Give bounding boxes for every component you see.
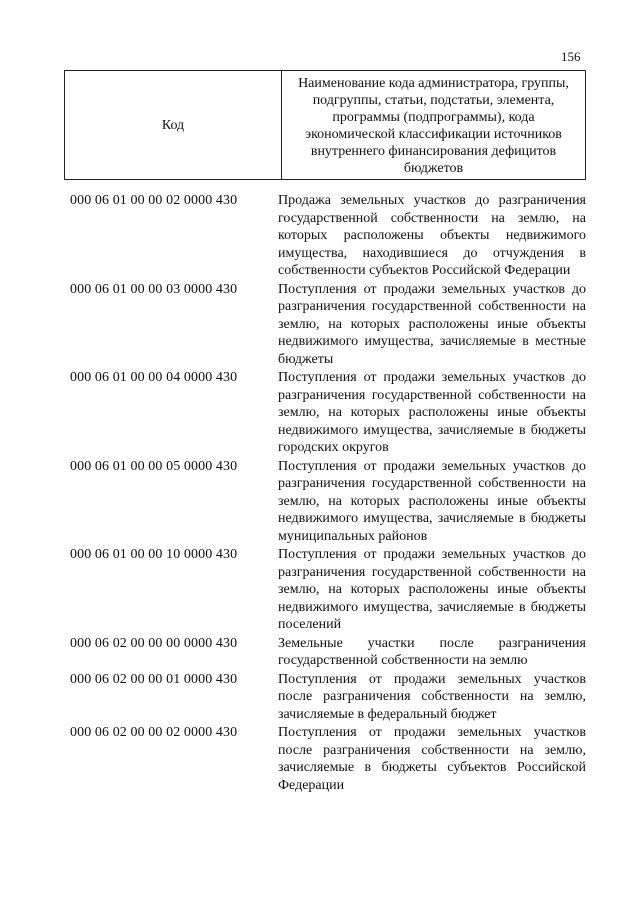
row-code: 000 06 01 00 00 10 0000 430	[70, 547, 238, 562]
name-column-header: Наименование кода администратора, группы, подгруппы, статьи, подстатьи, элемента, программы (подпрограммы), кода экономической классификации источников внутреннего финансирования дефицитов бюджетов	[282, 71, 586, 180]
row-description: Земельные участки после разграничения государственной собственности на землю	[278, 635, 586, 668]
row-description: Поступления от продажи земельных участков после разграничения собственности на землю, зачисляемые в бюджеты субъектов Российской Федерации	[278, 725, 586, 793]
list-item	[70, 458, 586, 546]
list-item	[70, 369, 586, 457]
list-item	[70, 281, 586, 369]
row-code: 000 06 02 00 00 01 0000 430	[70, 671, 238, 687]
row-description: Поступления от продажи земельных участков до разграничения государственной собственности на землю, на которых расположены иные объекты недвижимого имущества, зачисляемые в бюджеты городских округов	[278, 370, 586, 455]
row-description: Поступления от продажи земельных участков до разграничения государственной собственности на землю, на которых расположены иные объекты недвижимого имущества, зачисляемые в местные бюджеты	[278, 281, 586, 367]
row-description: Поступления от продажи земельных участков до разграничения государственной собственности на землю, на которых расположены иные объекты недвижимого имущества, зачисляемые в бюджеты поселений	[278, 547, 586, 632]
row-code: 000 06 01 00 00 03 0000 430	[70, 281, 238, 297]
list-item	[70, 724, 586, 794]
row-description: Продажа земельных участков до разграничения государственной собственности на землю, на которых расположены объекты недвижимого имущества, находившиеся до отчуждения в собственности субъектов Российской Федерации	[278, 193, 586, 278]
list-item	[70, 546, 586, 634]
page-number: 156	[561, 49, 581, 64]
list-item	[70, 192, 586, 280]
classification-list	[70, 192, 586, 795]
row-code: 000 06 02 00 00 02 0000 430	[70, 725, 238, 740]
code-column-header: Код	[65, 71, 282, 180]
list-item	[70, 671, 586, 724]
row-code: 000 06 01 00 00 05 0000 430	[70, 458, 238, 474]
row-code: 000 06 02 00 00 00 0000 430	[70, 635, 238, 651]
row-code: 000 06 01 00 00 04 0000 430	[70, 370, 238, 385]
row-code: 000 06 01 00 00 02 0000 430	[70, 193, 238, 208]
row-description: Поступления от продажи земельных участков до разграничения государственной собственности на землю, на которых расположены иные объекты недвижимого имущества, зачисляемые в бюджеты муниципальных районов	[278, 458, 586, 544]
header-row	[65, 71, 586, 180]
column-header-table	[64, 70, 586, 180]
row-description: Поступления от продажи земельных участков после разграничения собственности на землю, зачисляемые в федеральный бюджет	[278, 671, 586, 722]
list-item	[70, 635, 586, 670]
